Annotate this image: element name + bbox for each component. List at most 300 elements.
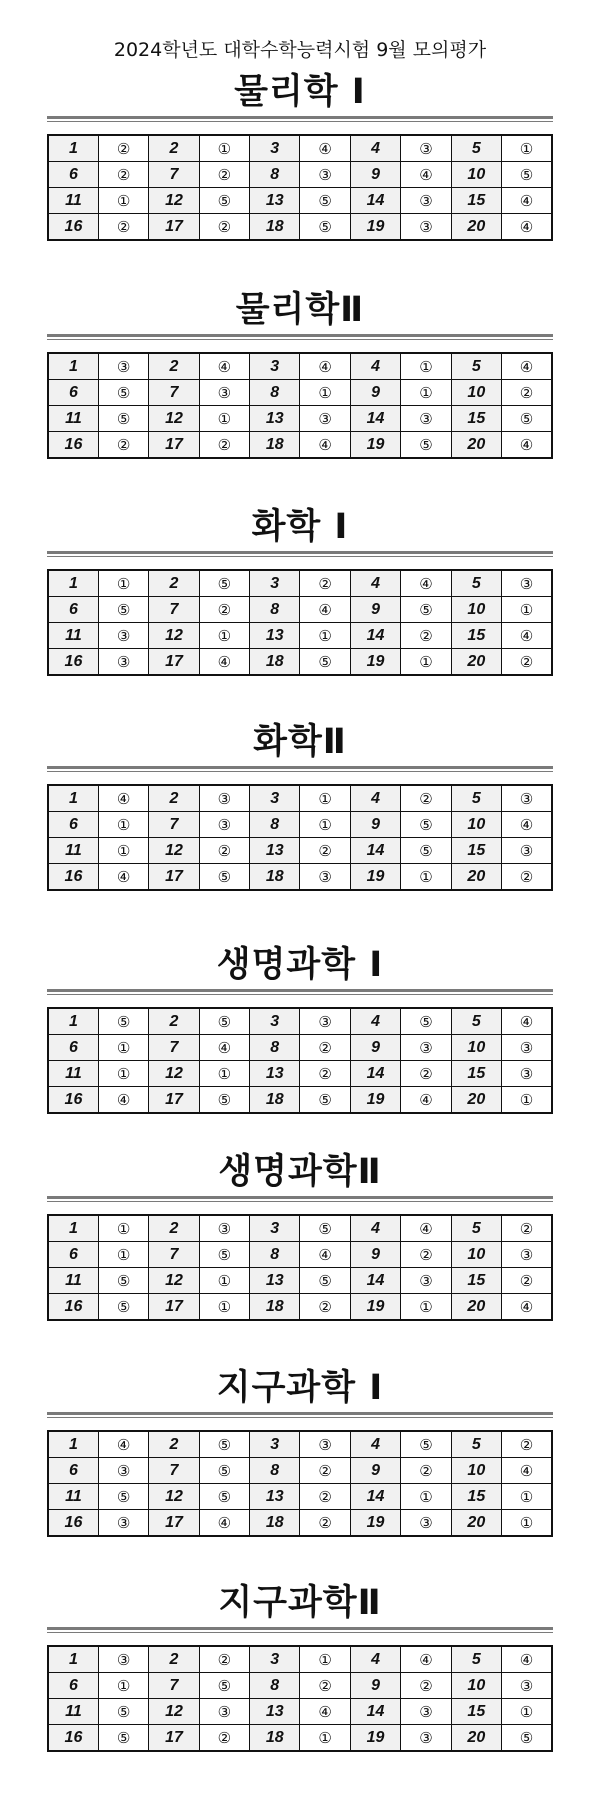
question-number: 13	[250, 623, 300, 649]
answer-row	[48, 623, 552, 649]
question-number: 12	[149, 188, 199, 214]
answer-mark: ③	[199, 1215, 249, 1242]
question-number: 17	[149, 1510, 199, 1537]
subject-section	[47, 1583, 553, 1752]
subject-title: 화학 I	[251, 507, 349, 547]
answer-row	[48, 135, 552, 162]
answer-mark: ②	[502, 864, 552, 891]
question-number: 18	[250, 1294, 300, 1321]
answer-table	[47, 134, 553, 241]
answer-mark: ①	[98, 1215, 148, 1242]
subject-section	[47, 1152, 553, 1321]
question-number: 9	[350, 1458, 400, 1484]
answer-mark: ⑤	[401, 838, 451, 864]
subject-section	[47, 1368, 553, 1537]
answer-mark: ④	[300, 432, 350, 459]
question-number: 19	[350, 1087, 400, 1114]
answer-mark: ②	[502, 1268, 552, 1294]
answer-mark: ②	[199, 432, 249, 459]
question-number: 6	[48, 162, 98, 188]
question-number: 18	[250, 649, 300, 676]
question-number: 1	[48, 570, 98, 597]
answer-row	[48, 188, 552, 214]
question-number: 7	[149, 1673, 199, 1699]
answer-mark: ①	[300, 623, 350, 649]
question-number: 14	[350, 1699, 400, 1725]
answer-mark: ②	[502, 1215, 552, 1242]
answer-mark: ⑤	[98, 406, 148, 432]
title-rule	[47, 116, 553, 122]
question-number: 18	[250, 1087, 300, 1114]
answer-mark: ④	[300, 1242, 350, 1268]
question-number: 14	[350, 1061, 400, 1087]
answer-mark: ⑤	[199, 1008, 249, 1035]
answer-mark: ③	[98, 1458, 148, 1484]
answer-mark: ②	[401, 1242, 451, 1268]
answer-mark: ④	[98, 785, 148, 812]
answer-mark: ①	[300, 785, 350, 812]
question-number: 5	[451, 785, 501, 812]
answer-mark: ①	[98, 1061, 148, 1087]
title-rule	[47, 551, 553, 557]
question-number: 13	[250, 1699, 300, 1725]
answer-row	[48, 214, 552, 241]
question-number: 3	[250, 785, 300, 812]
question-number: 15	[451, 1061, 501, 1087]
answer-row	[48, 838, 552, 864]
answer-row	[48, 1087, 552, 1114]
answer-mark: ④	[502, 432, 552, 459]
answer-mark: ①	[98, 1242, 148, 1268]
question-number: 4	[350, 1646, 400, 1673]
question-number: 15	[451, 623, 501, 649]
answer-mark: ①	[502, 135, 552, 162]
question-number: 9	[350, 162, 400, 188]
answer-mark: ②	[199, 597, 249, 623]
answer-mark: ④	[502, 353, 552, 380]
question-number: 17	[149, 214, 199, 241]
answer-mark: ⑤	[300, 1215, 350, 1242]
answer-mark: ⑤	[98, 1294, 148, 1321]
question-number: 8	[250, 597, 300, 623]
question-number: 13	[250, 188, 300, 214]
answer-row	[48, 1061, 552, 1087]
answer-mark: ④	[401, 1087, 451, 1114]
question-number: 17	[149, 864, 199, 891]
answer-mark: ③	[502, 785, 552, 812]
question-number: 12	[149, 1699, 199, 1725]
answer-mark: ①	[502, 1510, 552, 1537]
answer-mark: ③	[502, 1673, 552, 1699]
question-number: 3	[250, 353, 300, 380]
question-number: 16	[48, 649, 98, 676]
answer-mark: ③	[401, 188, 451, 214]
answer-mark: ②	[300, 1673, 350, 1699]
question-number: 18	[250, 1510, 300, 1537]
subject-title: 지구과학Ⅱ	[218, 1583, 382, 1623]
question-number: 4	[350, 1431, 400, 1458]
answer-row	[48, 1673, 552, 1699]
answer-mark: ③	[502, 838, 552, 864]
answer-mark: ②	[502, 649, 552, 676]
answer-table	[47, 569, 553, 676]
question-number: 4	[350, 1008, 400, 1035]
answer-mark: ⑤	[401, 432, 451, 459]
question-number: 5	[451, 1646, 501, 1673]
question-number: 20	[451, 1087, 501, 1114]
answer-mark: ⑤	[98, 1268, 148, 1294]
answer-mark: ⑤	[300, 1087, 350, 1114]
answer-mark: ⑤	[401, 1431, 451, 1458]
answer-row	[48, 1510, 552, 1537]
answer-mark: ②	[98, 135, 148, 162]
subject-section	[47, 507, 553, 676]
question-number: 13	[250, 838, 300, 864]
subject-title: 지구과학 I	[216, 1368, 384, 1408]
answer-row	[48, 649, 552, 676]
answer-row	[48, 1008, 552, 1035]
question-number: 7	[149, 597, 199, 623]
question-number: 17	[149, 1725, 199, 1752]
answer-mark: ④	[502, 1294, 552, 1321]
question-number: 19	[350, 214, 400, 241]
answer-mark: ④	[300, 353, 350, 380]
question-number: 4	[350, 570, 400, 597]
answer-row	[48, 1242, 552, 1268]
answer-mark: ②	[300, 1458, 350, 1484]
answer-mark: ⑤	[199, 1087, 249, 1114]
question-number: 7	[149, 1458, 199, 1484]
question-number: 7	[149, 812, 199, 838]
answer-mark: ②	[199, 214, 249, 241]
question-number: 8	[250, 1035, 300, 1061]
question-number: 13	[250, 406, 300, 432]
answer-mark: ③	[199, 1699, 249, 1725]
question-number: 10	[451, 380, 501, 406]
question-number: 5	[451, 353, 501, 380]
answer-mark: ④	[502, 1458, 552, 1484]
answer-mark: ①	[199, 1294, 249, 1321]
answer-mark: ①	[199, 135, 249, 162]
title-rule	[47, 989, 553, 995]
question-number: 3	[250, 135, 300, 162]
answer-mark: ⑤	[199, 864, 249, 891]
question-number: 13	[250, 1484, 300, 1510]
question-number: 13	[250, 1268, 300, 1294]
question-number: 4	[350, 353, 400, 380]
question-number: 5	[451, 135, 501, 162]
question-number: 1	[48, 785, 98, 812]
answer-row	[48, 1725, 552, 1752]
answer-mark: ②	[199, 838, 249, 864]
answer-row	[48, 597, 552, 623]
question-number: 17	[149, 1087, 199, 1114]
answer-row	[48, 1484, 552, 1510]
question-number: 2	[149, 1431, 199, 1458]
answer-mark: ①	[98, 570, 148, 597]
question-number: 15	[451, 1268, 501, 1294]
question-number: 2	[149, 785, 199, 812]
question-number: 6	[48, 812, 98, 838]
answer-mark: ④	[98, 864, 148, 891]
answer-mark: ⑤	[98, 380, 148, 406]
question-number: 1	[48, 1008, 98, 1035]
question-number: 17	[149, 649, 199, 676]
answer-mark: ⑤	[502, 162, 552, 188]
question-number: 20	[451, 864, 501, 891]
subject-title: 생명과학Ⅱ	[218, 1152, 382, 1192]
question-number: 11	[48, 188, 98, 214]
question-number: 17	[149, 432, 199, 459]
question-number: 10	[451, 1242, 501, 1268]
question-number: 12	[149, 838, 199, 864]
answer-mark: ③	[98, 1510, 148, 1537]
answer-mark: ①	[502, 1087, 552, 1114]
answer-row	[48, 1699, 552, 1725]
question-number: 7	[149, 1035, 199, 1061]
question-number: 6	[48, 1673, 98, 1699]
question-number: 8	[250, 812, 300, 838]
question-number: 11	[48, 1484, 98, 1510]
answer-mark: ⑤	[98, 1008, 148, 1035]
answer-row	[48, 1646, 552, 1673]
answer-mark: ③	[199, 380, 249, 406]
question-number: 9	[350, 380, 400, 406]
answer-mark: ⑤	[401, 812, 451, 838]
answer-mark: ⑤	[199, 1242, 249, 1268]
question-number: 16	[48, 1294, 98, 1321]
answer-mark: ①	[199, 623, 249, 649]
answer-mark: ⑤	[199, 1484, 249, 1510]
question-number: 9	[350, 1673, 400, 1699]
question-number: 11	[48, 1268, 98, 1294]
answer-mark: ②	[300, 1510, 350, 1537]
question-number: 11	[48, 623, 98, 649]
answer-mark: ③	[401, 135, 451, 162]
answer-mark: ③	[300, 1431, 350, 1458]
answer-mark: ④	[300, 1699, 350, 1725]
answer-mark: ①	[199, 1268, 249, 1294]
question-number: 15	[451, 1484, 501, 1510]
subject-section	[47, 945, 553, 1114]
answer-mark: ⑤	[98, 1699, 148, 1725]
question-number: 14	[350, 1484, 400, 1510]
answer-row	[48, 864, 552, 891]
question-number: 5	[451, 1431, 501, 1458]
question-number: 2	[149, 570, 199, 597]
question-number: 15	[451, 188, 501, 214]
question-number: 12	[149, 1061, 199, 1087]
question-number: 8	[250, 1242, 300, 1268]
answer-mark: ⑤	[98, 1484, 148, 1510]
question-number: 12	[149, 406, 199, 432]
question-number: 1	[48, 353, 98, 380]
answer-table	[47, 1430, 553, 1537]
question-number: 7	[149, 1242, 199, 1268]
answer-row	[48, 406, 552, 432]
question-number: 10	[451, 597, 501, 623]
answer-table	[47, 1007, 553, 1114]
subject-title: 화학Ⅱ	[253, 722, 347, 762]
question-number: 2	[149, 135, 199, 162]
answer-mark: ④	[502, 623, 552, 649]
question-number: 12	[149, 623, 199, 649]
answer-mark: ②	[98, 162, 148, 188]
question-number: 16	[48, 1725, 98, 1752]
answer-mark: ③	[401, 1699, 451, 1725]
answer-mark: ②	[300, 1061, 350, 1087]
question-number: 20	[451, 1510, 501, 1537]
answer-mark: ①	[98, 188, 148, 214]
answer-mark: ③	[502, 570, 552, 597]
answer-mark: ②	[300, 1035, 350, 1061]
answer-mark: ②	[199, 162, 249, 188]
question-number: 9	[350, 1242, 400, 1268]
answer-mark: ②	[300, 570, 350, 597]
question-number: 5	[451, 570, 501, 597]
answer-mark: ④	[401, 162, 451, 188]
question-number: 9	[350, 1035, 400, 1061]
question-number: 19	[350, 432, 400, 459]
answer-mark: ③	[401, 1725, 451, 1752]
question-number: 1	[48, 1431, 98, 1458]
answer-mark: ⑤	[300, 188, 350, 214]
answer-mark: ①	[401, 1484, 451, 1510]
question-number: 3	[250, 570, 300, 597]
answer-mark: ④	[199, 649, 249, 676]
question-number: 20	[451, 214, 501, 241]
answer-mark: ⑤	[502, 1725, 552, 1752]
question-number: 8	[250, 1673, 300, 1699]
answer-mark: ⑤	[401, 1008, 451, 1035]
answer-mark: ②	[199, 1646, 249, 1673]
question-number: 4	[350, 135, 400, 162]
answer-table	[47, 784, 553, 891]
question-number: 19	[350, 1510, 400, 1537]
title-rule	[47, 1627, 553, 1633]
question-number: 1	[48, 135, 98, 162]
answer-mark: ②	[300, 838, 350, 864]
exam-header: 2024학년도 대학수학능력시험 9월 모의평가	[113, 39, 487, 61]
answer-mark: ③	[401, 1268, 451, 1294]
subject-section	[47, 722, 553, 891]
answer-mark: ④	[98, 1087, 148, 1114]
question-number: 12	[149, 1268, 199, 1294]
question-number: 7	[149, 380, 199, 406]
answer-row	[48, 162, 552, 188]
answer-mark: ④	[502, 214, 552, 241]
answer-mark: ②	[199, 1725, 249, 1752]
question-number: 6	[48, 1458, 98, 1484]
answer-mark: ④	[502, 1008, 552, 1035]
answer-mark: ④	[502, 1646, 552, 1673]
answer-mark: ⑤	[199, 1431, 249, 1458]
answer-mark: ①	[401, 1294, 451, 1321]
answer-row	[48, 785, 552, 812]
answer-mark: ③	[98, 1646, 148, 1673]
answer-mark: ①	[401, 864, 451, 891]
question-number: 3	[250, 1431, 300, 1458]
subject-title: 물리학 I	[234, 72, 366, 112]
question-number: 10	[451, 812, 501, 838]
answer-mark: ⑤	[300, 1268, 350, 1294]
answer-mark: ⑤	[199, 570, 249, 597]
question-number: 8	[250, 1458, 300, 1484]
question-number: 5	[451, 1215, 501, 1242]
question-number: 16	[48, 1510, 98, 1537]
answer-mark: ④	[401, 1215, 451, 1242]
answer-mark: ③	[401, 406, 451, 432]
answer-mark: ①	[98, 838, 148, 864]
question-number: 19	[350, 1725, 400, 1752]
question-number: 6	[48, 1035, 98, 1061]
answer-mark: ④	[199, 1510, 249, 1537]
question-number: 20	[451, 432, 501, 459]
subject-title: 생명과학 I	[216, 945, 384, 985]
answer-mark: ③	[300, 1008, 350, 1035]
answer-mark: ③	[98, 353, 148, 380]
question-number: 11	[48, 1061, 98, 1087]
answer-mark: ④	[401, 570, 451, 597]
question-number: 10	[451, 1673, 501, 1699]
question-number: 8	[250, 162, 300, 188]
answer-mark: ③	[300, 406, 350, 432]
answer-mark: ④	[199, 353, 249, 380]
question-number: 14	[350, 188, 400, 214]
question-number: 15	[451, 406, 501, 432]
answer-table	[47, 1214, 553, 1321]
title-rule	[47, 1412, 553, 1418]
answer-mark: ①	[98, 1035, 148, 1061]
question-number: 11	[48, 1699, 98, 1725]
question-number: 7	[149, 162, 199, 188]
answer-mark: ③	[401, 214, 451, 241]
question-number: 20	[451, 1294, 501, 1321]
question-number: 16	[48, 214, 98, 241]
answer-mark: ②	[502, 1431, 552, 1458]
answer-mark: ②	[401, 1061, 451, 1087]
answer-mark: ⑤	[199, 1458, 249, 1484]
question-number: 16	[48, 1087, 98, 1114]
answer-mark: ④	[199, 1035, 249, 1061]
answer-row	[48, 380, 552, 406]
answer-mark: ⑤	[199, 1673, 249, 1699]
answer-mark: ③	[98, 623, 148, 649]
subject-section	[47, 290, 553, 459]
answer-row	[48, 1268, 552, 1294]
title-rule	[47, 1196, 553, 1202]
question-number: 10	[451, 1458, 501, 1484]
answer-mark: ①	[199, 1061, 249, 1087]
answer-mark: ③	[300, 162, 350, 188]
question-number: 6	[48, 380, 98, 406]
answer-row	[48, 1215, 552, 1242]
answer-mark: ③	[98, 649, 148, 676]
answer-mark: ④	[401, 1646, 451, 1673]
question-number: 3	[250, 1008, 300, 1035]
answer-mark: ②	[98, 214, 148, 241]
question-number: 10	[451, 1035, 501, 1061]
answer-mark: ①	[98, 1673, 148, 1699]
question-number: 19	[350, 649, 400, 676]
question-number: 18	[250, 432, 300, 459]
answer-mark: ①	[300, 1646, 350, 1673]
question-number: 11	[48, 838, 98, 864]
question-number: 2	[149, 1646, 199, 1673]
question-number: 3	[250, 1646, 300, 1673]
answer-mark: ①	[401, 649, 451, 676]
question-number: 17	[149, 1294, 199, 1321]
